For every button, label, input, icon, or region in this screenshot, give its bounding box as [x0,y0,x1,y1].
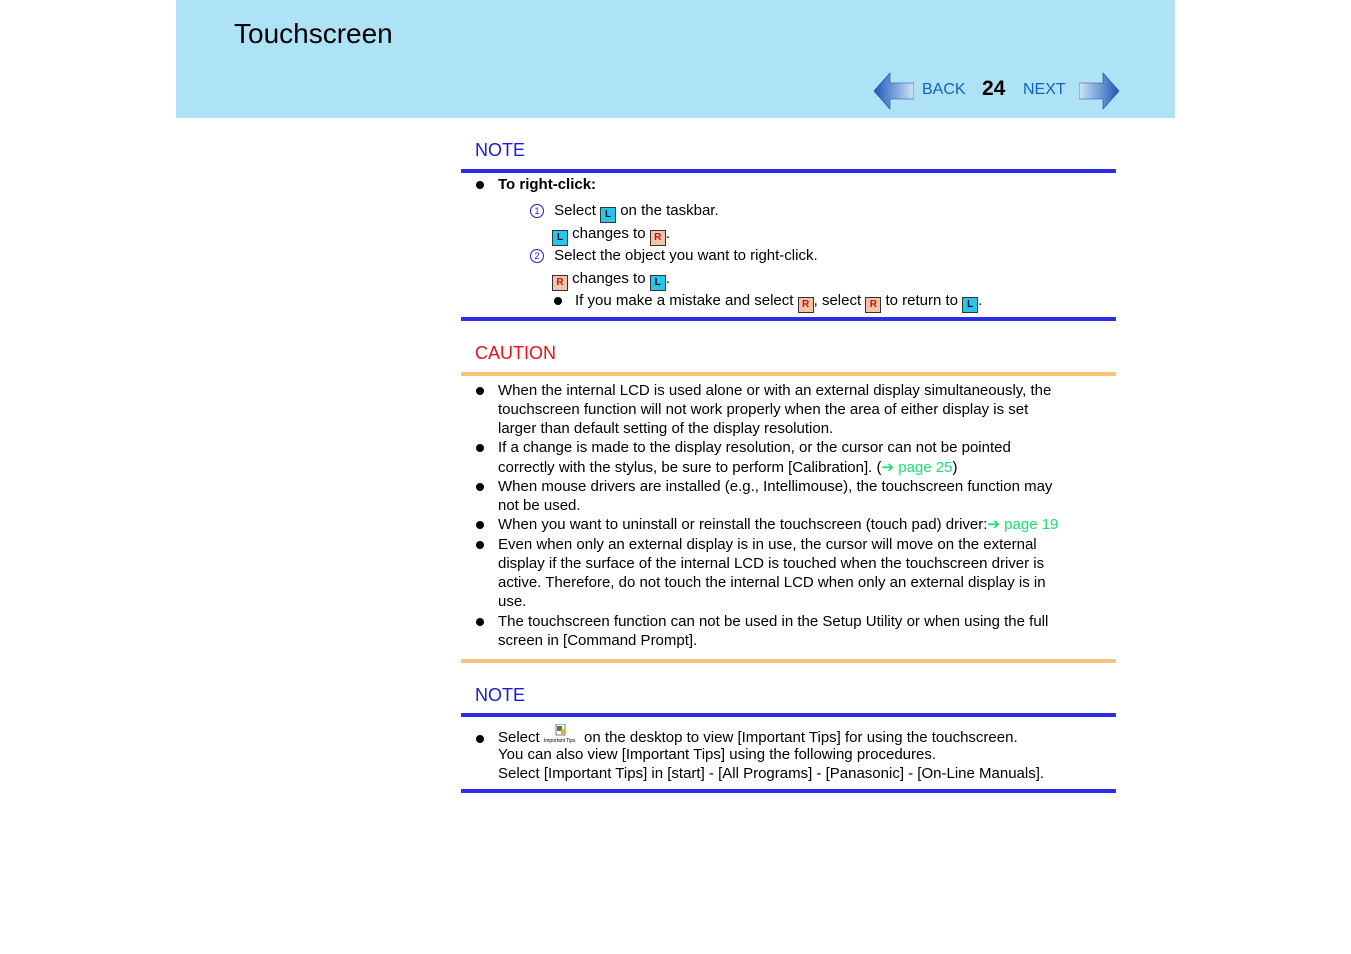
caution-item-text: The touchscreen function can not be used in the Setup Utility or when using the full [498,613,1049,630]
page-navigation [874,72,1119,110]
step-2-result [552,269,670,291]
caution-bottom-rule [461,659,1116,663]
caution-item-text: When mouse drivers are installed (e.g., Intellimouse), the touchscreen function may [498,478,1053,495]
document-icon [544,724,580,738]
important-tips-icon[interactable] [544,726,580,746]
bullet-icon [476,521,484,529]
period: . [665,225,670,242]
tip-text: If you make a mistake and select [575,292,794,309]
period: . [665,270,670,287]
bullet-icon [476,735,484,743]
important-tips-icon-label: Important Tips [543,738,576,744]
right-click-icon: R [865,297,881,313]
arrow-icon: ➔ [881,459,895,476]
caution-heading: CAUTION [475,343,556,363]
caution-item-text: When you want to uninstall or reinstall the touchscreen (touch pad) driver: [498,516,988,533]
caution-item-text: not be used. [498,497,581,514]
caution-item-text: screen in [Command Prompt]. [498,632,698,649]
step-text: on the taskbar. [620,202,719,219]
caution-item-text: larger than default setting of the display resolution. [498,420,834,437]
tip-text: , select [813,292,862,309]
right-click-heading: To right-click: [498,176,597,193]
page-25-link[interactable]: page 25 [898,459,953,476]
note-heading: NOTE [475,140,526,160]
caution-section [461,340,1116,665]
important-tips-line [498,726,1018,747]
note-top-rule [461,713,1116,717]
next-link[interactable]: NEXT [1023,81,1066,98]
caution-item-text: correctly with the stylus, be sure to perform [Calibration]. ( [498,459,882,476]
note-bottom-rule [461,789,1116,793]
step-text: Select the object you want to right-click. [554,247,818,264]
back-arrow-icon[interactable] [874,72,914,110]
bullet-icon [554,297,562,305]
left-click-icon: L [650,275,666,291]
caution-item-text: Even when only an external display is in use, the cursor will move on the external [498,536,1037,553]
tip-text: to return to [885,292,959,309]
caution-item-text: display if the surface of the internal LCD is touched when the touchscreen driver is [498,555,1045,572]
step-text: changes to [572,225,646,242]
next-arrow-icon[interactable] [1079,72,1119,110]
step-2 [530,246,818,265]
left-click-icon: L [600,207,616,223]
caution-item-text [498,458,957,477]
right-click-icon: R [552,275,568,291]
caution-item-text: active. Therefore, do not touch the internal LCD when only an external display is in [498,574,1046,591]
caution-item-text: use. [498,593,527,610]
bullet-icon [476,444,484,452]
note-bottom-rule [461,317,1116,321]
step-1-result [552,224,670,246]
page-header [176,0,1175,118]
bullet-icon [476,541,484,549]
left-click-icon: L [552,230,568,246]
bullet-icon [476,483,484,491]
right-click-icon: R [650,230,666,246]
step-text: changes to [572,270,646,287]
caution-item-text: When the internal LCD is used alone or with an external display simultaneously, the [498,382,1052,399]
arrow-icon: ➔ [987,516,1000,533]
step-number: 1 [530,204,544,218]
caution-item-text: If a change is made to the display resolution, or the cursor can not be pointed [498,439,1011,456]
bullet-icon [476,181,484,189]
note-top-rule [461,169,1116,173]
note-section-important-tips [461,682,1116,797]
note-text: Select [Important Tips] in [start] - [All Programs] - [Panasonic] - [On-Line Manuals]. [498,765,1045,782]
caution-item-text: ) [952,459,958,476]
page-19-link[interactable]: page 19 [1004,516,1059,533]
step-1 [530,201,719,223]
page-title: Touchscreen [234,18,393,49]
mistake-tip [575,291,982,313]
caution-item-text: touchscreen function will not work properly when the area of either display is set [498,401,1029,418]
caution-top-rule [461,372,1116,376]
bullet-icon [476,387,484,395]
step-number: 2 [530,249,544,263]
step-text: Select [554,202,596,219]
back-link[interactable]: BACK [922,81,966,98]
left-click-icon: L [962,297,978,313]
caution-item-text [498,515,1058,534]
note-section-right-click [461,138,1116,328]
bullet-icon [476,618,484,626]
note-text: on the desktop to view [Important Tips] for using the touchscreen. [584,729,1018,746]
note-text: Select [498,729,540,746]
note-text: You can also view [Important Tips] using the following procedures. [498,746,937,763]
page-number: 24 [982,77,1006,100]
period: . [978,292,983,309]
note-heading: NOTE [475,685,526,705]
right-click-icon: R [798,297,814,313]
